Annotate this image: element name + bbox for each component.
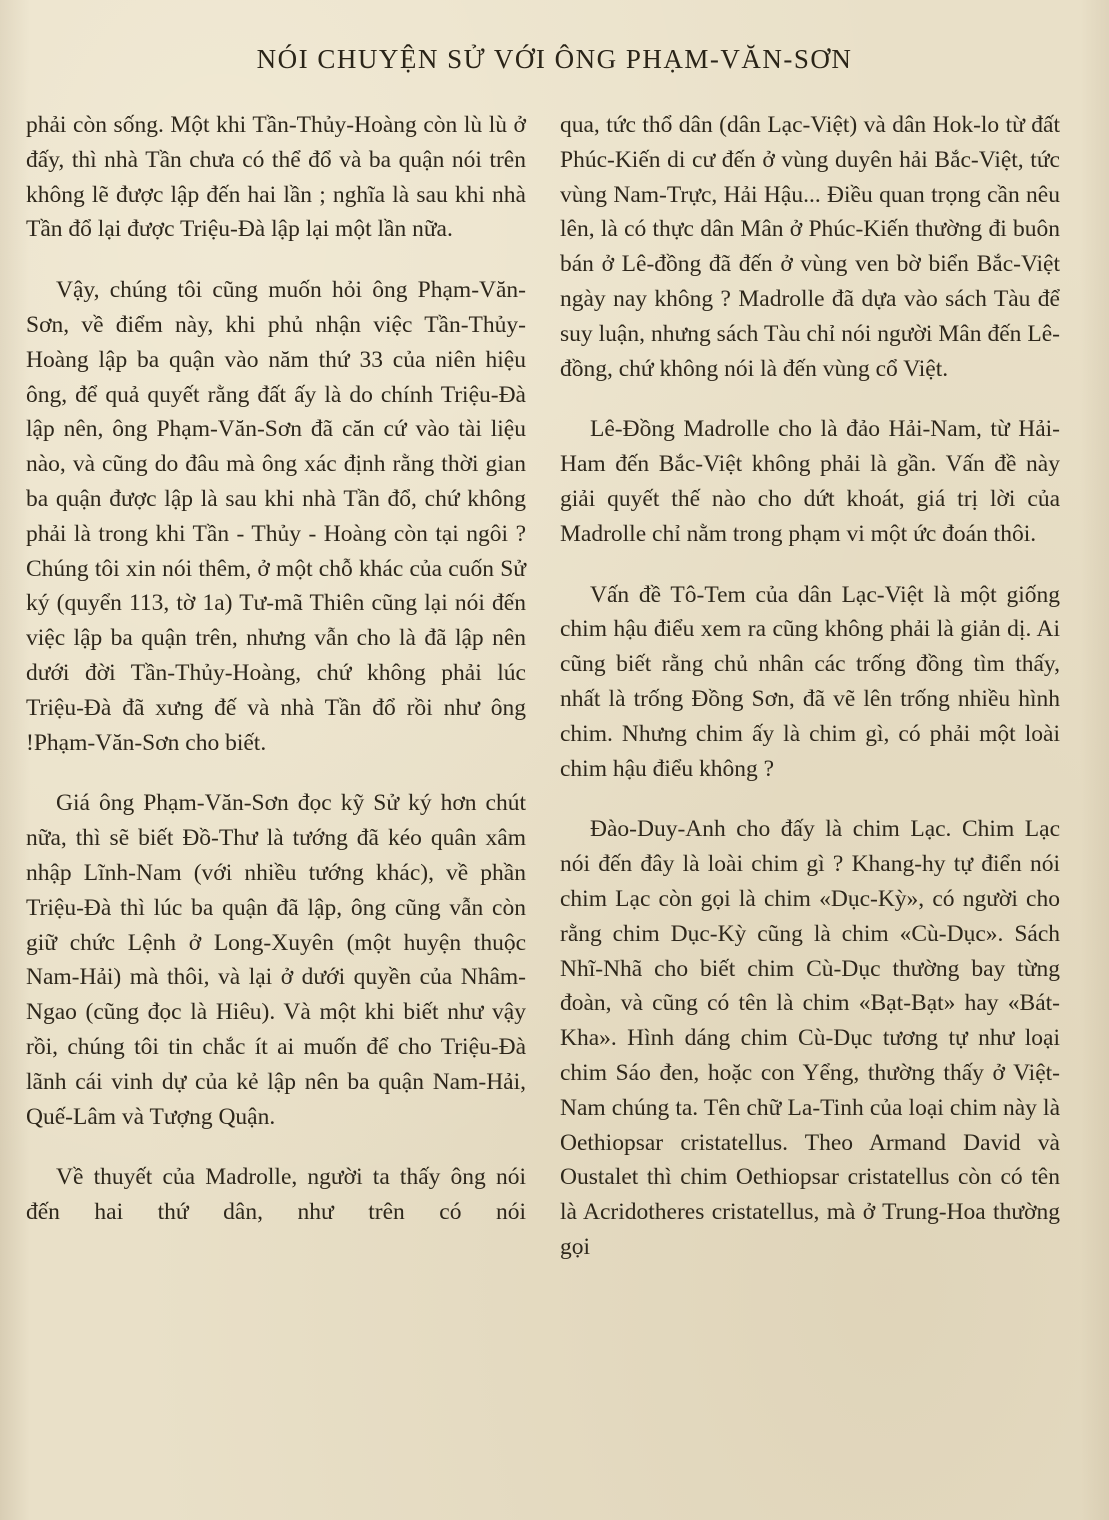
paragraph: Vậy, chúng tôi cũng muốn hỏi ông Phạm-Văn-Sơn, về điểm này, khi phủ nhận việc Tần-Thủy-Hoàng lập ba quận vào năm thứ 33 của niên hiệu ông, để quả quyết rằng đất ấy là do chính Triệu-Đà lập nên, ông Phạm-Văn-Sơn đã căn cứ vào tài liệu nào, và cũng do đâu mà ông xác định rằng thời gian ba quận được lập là sau khi nhà Tần đổ, chứ không phải là trong khi Tần - Thủy - Hoàng còn tại ngôi ? Chúng tôi xin nói thêm, ở một chỗ khác của cuốn Sử ký (quyển 113, tờ 1a) Tư-mã Thiên cũng lại nói đến việc lập ba quận trên, nhưng vẫn cho là đã lập nên dưới đời Tần-Thủy-Hoàng, chứ không phải lúc Triệu-Đà đã xưng đế và nhà Tần đổ rồi như ông !Phạm-Văn-Sơn cho biết. — [26, 277, 526, 756]
paragraph: qua, tức thổ dân (dân Lạc-Việt) và dân Hok-lo từ đất Phúc-Kiến di cư đến ở vùng duyên hải Bắc-Việt, tức vùng Nam-Trực, Hải Hậu... Điều quan trọng cần nêu lên, là có thực dân Mân ở Phúc-Kiến thường đi buôn bán ở Lê-đồng đã đến ở vùng ven bờ biển Bắc-Việt ngày nay không ? Madrolle đã dựa vào sách Tàu để suy luận, nhưng sách Tàu chỉ nói người Mân đến Lê-đồng, chứ không nói là đến vùng cổ Việt. — [560, 112, 1060, 382]
paragraph: Về thuyết của Madrolle, người ta thấy ông nói đến hai thứ dân, như trên có nói — [26, 1164, 526, 1226]
paragraph: Đào-Duy-Anh cho đấy là chim Lạc. Chim Lạc nói đến đây là loài chim gì ? Khang-hy tự điển nói chim Lạc còn gọi là chim «Dục-Kỳ», có người cho rằng chim Dục-Kỳ cũng là chim «Cù-Dục». Sách Nhĩ-Nhã cho biết chim Cù-Dục thường bay từng đoàn, và cũng có tên là chim «Bạt-Bạt» hay «Bát-Kha». Hình dáng chim Cù-Dục tương tự như loại chim Sáo đen, hoặc con Yểng, thường thấy ở Việt-Nam chúng ta. Tên chữ La-Tinh của loại chim này là Oethiopsar cristatellus. Theo Armand David và Oustalet thì chim Oethiopsar cristatellus còn có tên là Acridotheres cristatellus, mà ở Trung-Hoa thường gọi — [560, 816, 1060, 1260]
paragraph: Giá ông Phạm-Văn-Sơn đọc kỹ Sử ký hơn chút nữa, thì sẽ biết Đồ-Thư là tướng đã kéo quân xâm nhập Lĩnh-Nam (với nhiều tướng khác), về phần Triệu-Đà thì lúc ba quận đã lập, ông cũng vẫn còn giữ chức Lệnh ở Long-Xuyên (một huyện thuộc Nam-Hải) mà thôi, và lại ở dưới quyền của Nhâm-Ngao (cũng đọc là Hiêu). Và một khi biết như vậy rồi, chúng tôi tin chắc ít ai muốn để cho Triệu-Đà lãnh cái vinh dự của kẻ lập nên ba quận Nam-Hải, Quế-Lâm và Tượng Quận. — [26, 790, 526, 1130]
paragraph: phải còn sống. Một khi Tần-Thủy-Hoàng còn lù lù ở đấy, thì nhà Tần chưa có thể đổ và ba quận nói trên không lẽ được lập đến hai lần ; nghĩa là sau khi nhà Tần đổ lại được Triệu-Đà lập lại một lần nữa. — [26, 112, 526, 243]
paragraph: Lê-Đồng Madrolle cho là đảo Hải-Nam, từ Hải-Ham đến Bắc-Việt không phải là gần. Vấn đề này giải quyết thế nào cho dứt khoát, giá trị lời của Madrolle chỉ nằm trong phạm vi một ức đoán thôi. — [560, 416, 1060, 547]
right-column — [560, 108, 1060, 1291]
page-header: NÓI CHUYỆN SỬ VỚI ÔNG PHẠM-VĂN-SƠN — [256, 44, 853, 74]
paragraph: Vấn đề Tô-Tem của dân Lạc-Việt là một giống chim hậu điểu xem ra cũng không phải là giản dị. Ai cũng biết rằng chủ nhân các trống đồng tìm thấy, nhất là trống Đồng Sơn, đã vẽ lên trống nhiều hình chim. Nhưng chim ấy là chim gì, có phải một loài chim hậu điểu không ? — [560, 581, 1060, 782]
left-column — [26, 108, 526, 1256]
